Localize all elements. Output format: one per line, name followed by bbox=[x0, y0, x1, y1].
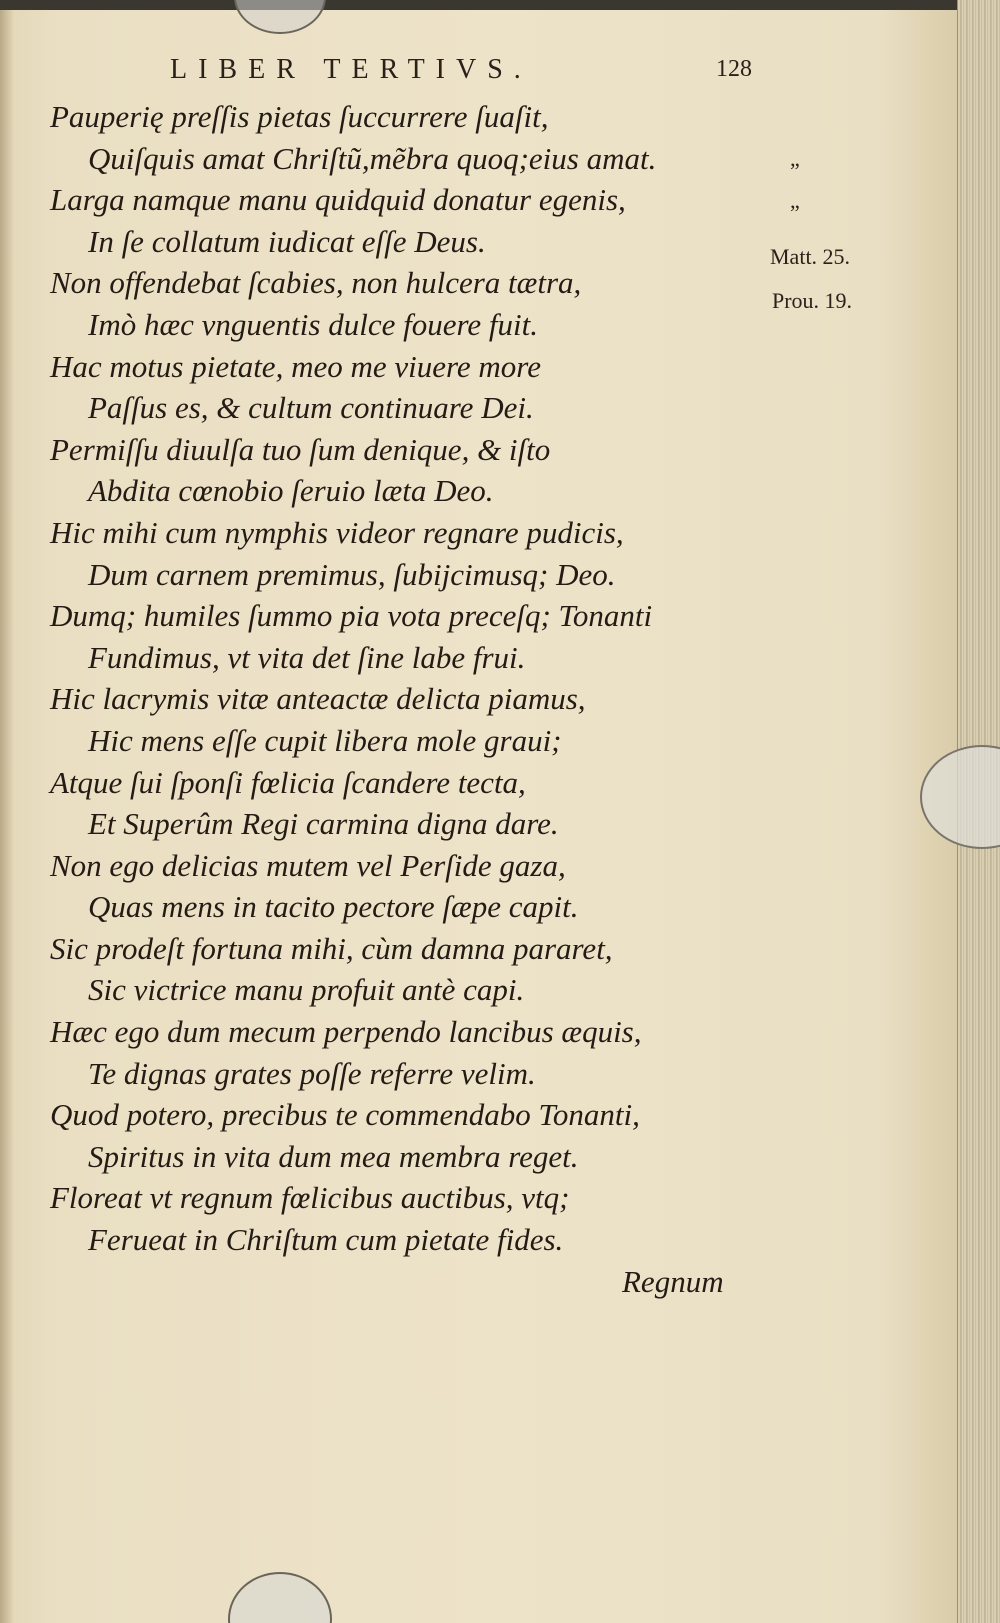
verse-line: Atque ſui ſponſi fœlicia ſcandere tecta, bbox=[50, 764, 526, 800]
marginal-quote-mark: „ bbox=[790, 146, 800, 171]
marginal-reference: Prou. 19. bbox=[772, 288, 853, 313]
verse-line: Non ego delicias mutem vel Perſide gaza, bbox=[50, 847, 566, 883]
verse-line: Hic lacrymis vitæ anteactæ delicta piamus, bbox=[50, 681, 586, 717]
verse-line: Floreat vt regnum fœlicibus auctibus, vtq; bbox=[50, 1180, 570, 1216]
verse-line: Larga namque manu quidquid donatur egenis, bbox=[50, 182, 626, 218]
verse-line: Hic mens eſſe cupit libera mole graui; bbox=[88, 722, 562, 758]
verse-line: Dum carnem premimus, ſubijcimusq; Deo. bbox=[88, 556, 616, 592]
verse-line: Non offendebat ſcabies, non hulcera tætra, bbox=[50, 265, 582, 301]
scan-border bbox=[0, 0, 1000, 10]
verse-line: Abdita cœnobio ſeruio læta Deo. bbox=[88, 473, 494, 509]
page-number: 128 bbox=[716, 56, 752, 82]
verse-line: Dumq; humiles ſummo pia vota preceſq; Tonanti bbox=[50, 598, 653, 634]
verse-line: Hic mihi cum nymphis videor regnare pudicis, bbox=[50, 514, 624, 550]
verse-line: In ſe collatum iudicat eſſe Deus. bbox=[88, 223, 486, 259]
catchword: Regnum bbox=[622, 1263, 724, 1299]
verse-line: Te dignas grates poſſe referre velim. bbox=[88, 1055, 536, 1091]
verse-line: Hac motus pietate, meo me viuere more bbox=[50, 348, 541, 384]
marginal-reference: Matt. 25. bbox=[770, 244, 851, 269]
verse-line: Imò hæc vnguentis dulce fouere fuit. bbox=[88, 306, 538, 342]
verse-line: Quas mens in tacito pectore ſæpe capit. bbox=[88, 889, 579, 925]
verse-line: Pauperię preſſis pietas ſuccurrere ſuaſit, bbox=[50, 99, 549, 134]
verse-line: Sic victrice manu profuit antè capi. bbox=[88, 972, 525, 1008]
verse-line: Hæc ego dum mecum perpendo lancibus æquis, bbox=[50, 1014, 642, 1050]
running-title: LIBER TERTIVS. bbox=[170, 54, 532, 85]
verse-line: Et Superûm Regi carmina digna dare. bbox=[88, 806, 559, 842]
verse-line: Ferueat in Chriſtum cum pietate fides. bbox=[88, 1222, 564, 1258]
verse-line: Spiritus in vita dum mea membra reget. bbox=[88, 1138, 579, 1174]
verse-line: Sic prodeſt fortuna mihi, cùm damna pararet, bbox=[50, 930, 613, 966]
marginal-quote-mark: „ bbox=[790, 188, 800, 213]
verse-block bbox=[0, 96, 760, 1302]
verse-line: Fundimus, vt vita det ſine labe frui. bbox=[88, 639, 526, 675]
verse-line: Paſſus es, & cultum continuare Dei. bbox=[88, 390, 534, 426]
running-head bbox=[0, 54, 1000, 94]
glass-clip-bottom bbox=[228, 1572, 332, 1623]
verse-line: Permiſſu diuulſa tuo ſum denique, & iſto bbox=[50, 431, 551, 467]
glass-clip-top bbox=[234, 0, 326, 34]
verse-line: Quod potero, precibus te commendabo Tonanti, bbox=[50, 1097, 640, 1133]
glass-clip-right bbox=[920, 745, 1000, 849]
verse-line: Quiſquis amat Chriſtũ,mẽbra quoq;eius amat. bbox=[88, 140, 657, 176]
